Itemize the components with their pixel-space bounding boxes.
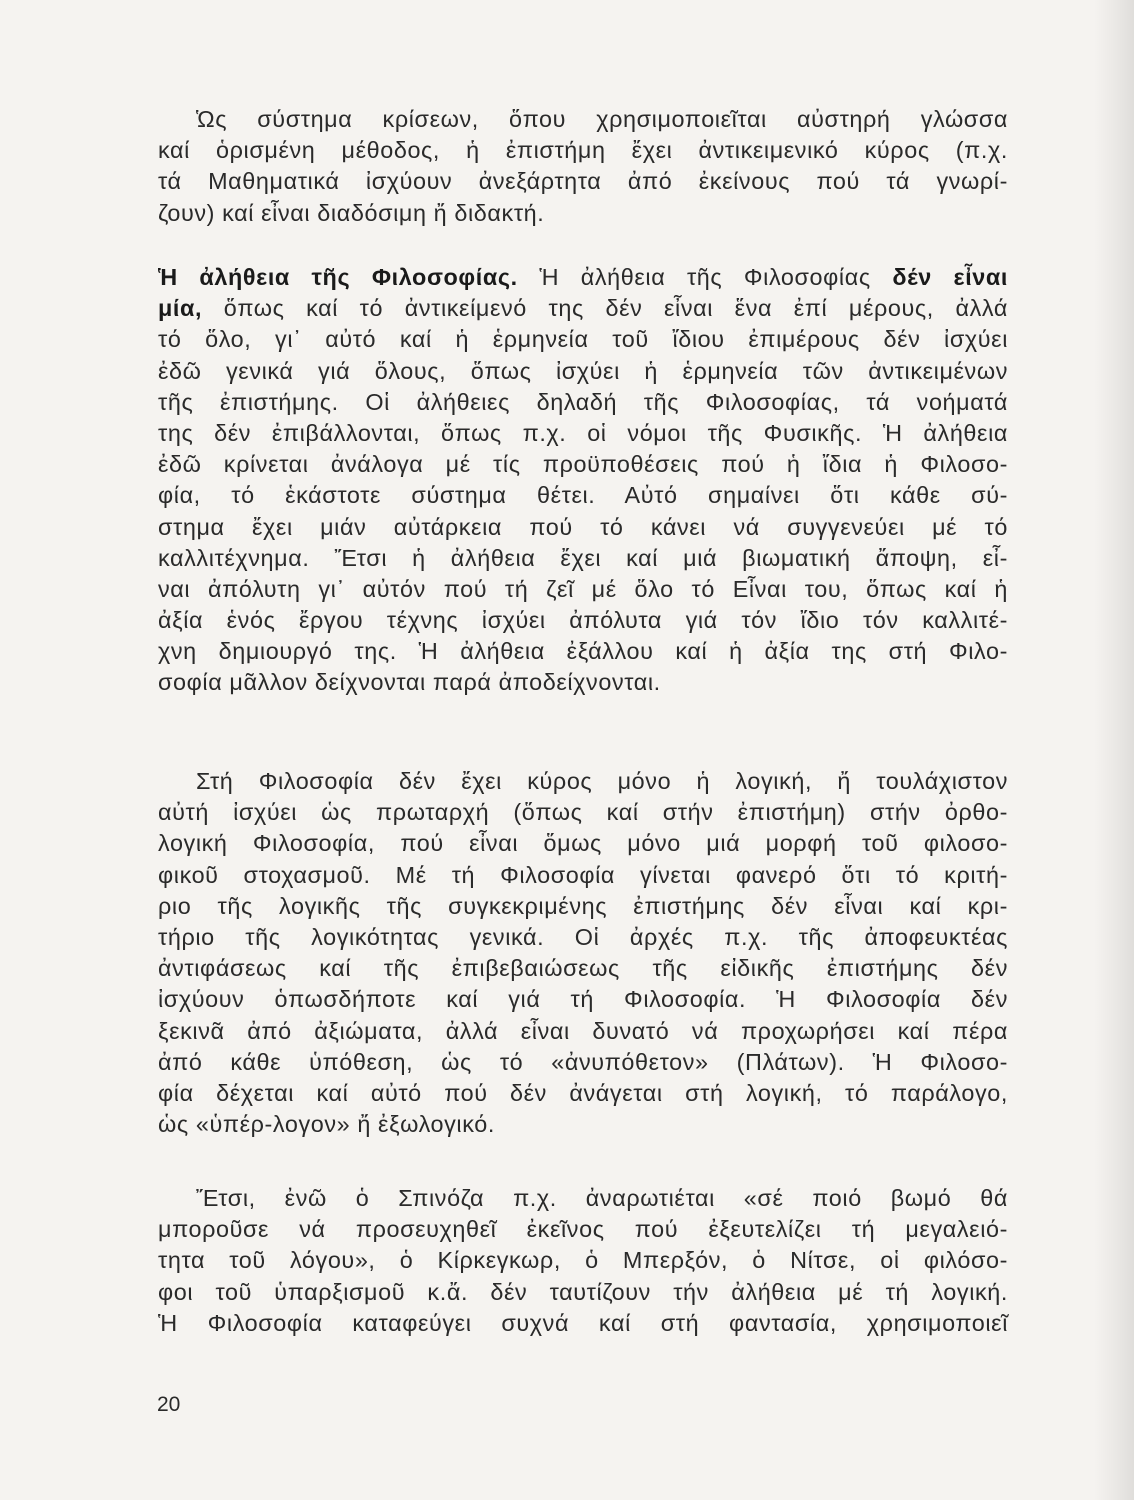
text-line: τό ὅλο, γι᾽ αὐτό καί ἡ ἑρμηνεία τοῦ ἴδιου ἐπιμέρους δέν ἰσχύει — [158, 326, 1008, 353]
text-line — [158, 293, 1008, 324]
text-line: ναι ἀπόλυτη γι᾽ αὐτόν πού τή ζεῖ μέ ὅλο τό Εἶναι του, ὅπως καί ἡ — [158, 575, 1008, 602]
text-line: ἰσχύουν ὁπωσδήποτε καί γιά τή Φιλοσοφία. Ἡ Φιλοσοφία δέν — [158, 986, 1008, 1013]
paragraph-1 — [158, 104, 1008, 229]
paragraph-2 — [158, 262, 1008, 699]
text-line: ξεκινᾶ ἀπό ἀξιώματα, ἀλλά εἶναι δυνατό νά προχωρήσει καί πέρα — [158, 1017, 1008, 1044]
paragraph-3 — [158, 766, 1008, 1140]
text-line: ζουν) καί εἶναι διαδόσιμη ἤ διδακτή. — [158, 199, 545, 226]
text-line: της δέν ἐπιβάλλονται, ὅπως π.χ. οἱ νόμοι τῆς Φυσικῆς. Ἡ ἀλήθεια — [158, 419, 1008, 446]
text-line: τῆς ἐπιστήμης. Οἱ ἀλήθειες δηλαδή τῆς Φιλοσοφίας, τά νοήματά — [158, 388, 1008, 415]
page-number: 20 — [157, 1393, 181, 1416]
text-line: τητα τοῦ λόγου», ὁ Κίρκεγκωρ, ὁ Μπερξόν, ὁ Νίτσε, οἱ φιλόσο- — [158, 1247, 1008, 1274]
text-line: ὡς «ὑπέρ-λογον» ἤ ἐξωλογικό. — [158, 1111, 495, 1138]
text-line: αὐτή ἰσχύει ὡς πρωταρχή (ὅπως καί στήν ἐπιστήμη) στήν ὀρθο- — [158, 799, 1008, 826]
section-heading: Ἡ ἀλήθεια τῆς Φιλοσοφίας. — [158, 264, 518, 290]
text-line: ἐδῶ γενικά γιά ὅλους, ὅπως ἰσχύει ἡ ἑρμηνεία τῶν ἀντικειμένων — [158, 357, 1008, 384]
paragraph-4 — [158, 1183, 1008, 1339]
binding-shadow — [1094, 0, 1134, 1500]
text-line — [158, 262, 1008, 293]
text-line: Ὡς σύστημα κρίσεων, ὅπου χρησιμοποιεῖται αὐστηρή γλώσσα — [196, 106, 1008, 132]
text-line: ἐδῶ κρίνεται ἀνάλογα μέ τίς προϋποθέσεις πού ἡ ἴδια ἡ Φιλοσο- — [158, 451, 1008, 478]
text-fragment: ὅπως καί τό ἀντικείμενό της δέν εἶναι ἕνα ἐπί μέρους, ἀλλά — [202, 295, 1008, 322]
text-line: φικοῦ στοχασμοῦ. Μέ τή Φιλοσοφία γίνεται φανερό ὅτι τό κριτή- — [158, 861, 1008, 888]
text-line: σοφία μᾶλλον δείχνονται παρά ἀποδείχνονται. — [158, 669, 661, 696]
bold-emphasis: μία, — [158, 295, 203, 322]
text-line: ἀξία ἑνός ἔργου τέχνης ἰσχύει ἀπόλυτα γιά τόν ἴδιο τόν καλλιτέ- — [158, 607, 1008, 634]
text-line: φία δέχεται καί αὐτό πού δέν ἀνάγεται στή λογική, τό παράλογο, — [158, 1079, 1008, 1106]
text-line: τά Μαθηματικά ἰσχύουν ἀνεξάρτητα ἀπό ἐκείνους πού τά γνωρί- — [158, 168, 1008, 195]
text-line: χνη δημιουργό της. Ἡ ἀλήθεια ἐξάλλου καί ἡ ἀξία της στή Φιλο- — [158, 638, 1008, 665]
text-line: καί ὁρισμένη μέθοδος, ἡ ἐπιστήμη ἔχει ἀντικειμενικό κύρος (π.χ. — [158, 137, 1008, 164]
text-line: μποροῦσε νά προσευχηθεῖ ἐκεῖνος πού ἐξευτελίζει τή μεγαλειό- — [158, 1216, 1008, 1243]
text-line: φία, τό ἑκάστοτε σύστημα θέτει. Αὐτό σημαίνει ὅτι κάθε σύ- — [158, 482, 1008, 509]
bold-emphasis: δέν εἶναι — [892, 264, 1008, 290]
text-line: καλλιτέχνημα. Ἔτσι ἡ ἀλήθεια ἔχει καί μιά βιωματική ἄποψη, εἶ- — [158, 544, 1008, 571]
text-fragment: Ἡ ἀλήθεια τῆς Φιλοσοφίας — [517, 264, 893, 290]
text-line: Ἡ Φιλοσοφία καταφεύγει συχνά καί στή φαντασία, χρησιμοποιεῖ — [158, 1309, 1008, 1336]
text-line: λογική Φιλοσοφία, πού εἶναι ὅμως μόνο μιά μορφή τοῦ φιλοσο- — [158, 830, 1008, 857]
text-line: ἀπό κάθε ὑπόθεση, ὡς τό «ἀνυπόθετον» (Πλάτων). Ἡ Φιλοσο- — [158, 1048, 1008, 1075]
text-line: Στή Φιλοσοφία δέν ἔχει κύρος μόνο ἡ λογική, ἤ τουλάχιστον — [196, 768, 1008, 794]
text-line: τήριο τῆς λογικότητας γενικά. Οἱ ἀρχές π.χ. τῆς ἀποφευκτέας — [158, 923, 1008, 950]
text-line: φοι τοῦ ὑπαρξισμοῦ κ.ἄ. δέν ταυτίζουν τήν ἀλήθεια μέ τή λογική. — [158, 1278, 1008, 1305]
text-line: στημα ἔχει μιάν αὐτάρκεια πού τό κάνει νά συγγενεύει μέ τό — [158, 513, 1008, 540]
text-line: ἀντιφάσεως καί τῆς ἐπιβεβαιώσεως τῆς εἰδικῆς ἐπιστήμης δέν — [158, 955, 1008, 982]
text-line: ριο τῆς λογικῆς τῆς συγκεκριμένης ἐπιστήμης δέν εἶναι καί κρι- — [158, 892, 1008, 919]
text-line: Ἔτσι, ἐνῶ ὁ Σπινόζα π.χ. ἀναρωτιέται «σέ ποιό βωμό θά — [196, 1185, 1008, 1211]
